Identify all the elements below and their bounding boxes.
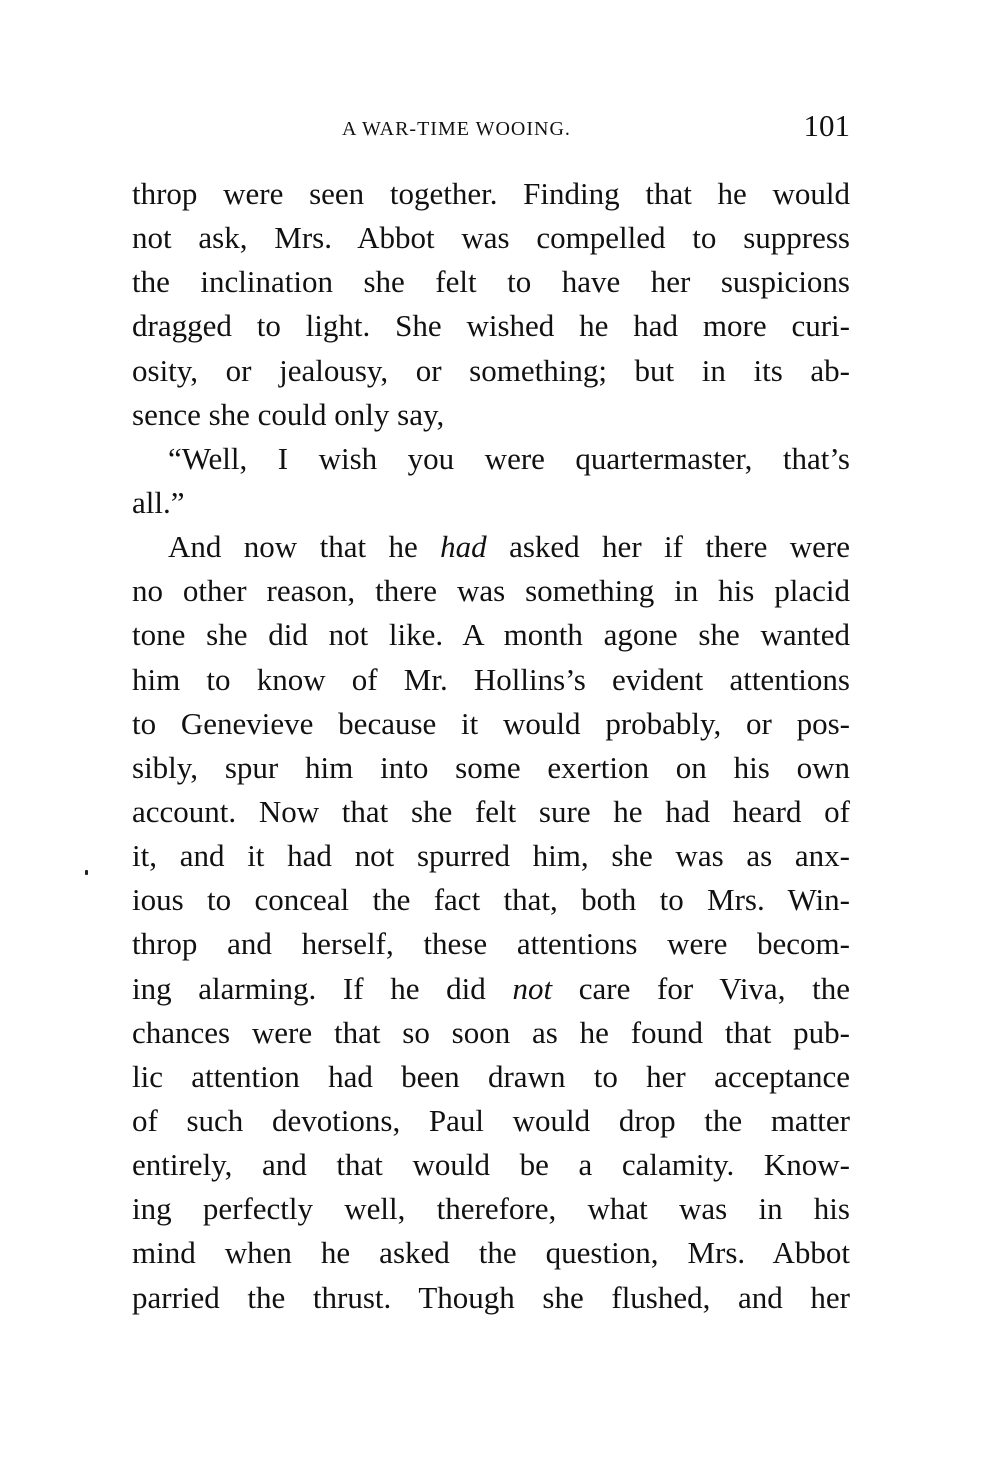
text-line: sibly, spur him into some exertion on his own <box>132 749 850 785</box>
page-header <box>132 108 850 148</box>
text-line: not ask, Mrs. Abbot was compelled to suppress <box>132 220 850 256</box>
italic-emphasis: not <box>512 970 553 1006</box>
text-run: care for Viva, the <box>552 970 850 1006</box>
text-line <box>132 525 850 569</box>
text-line: tone she did not like. A month agone she wanted <box>132 617 850 653</box>
text-line: parried the thrust. Though she flushed, and her <box>132 1279 850 1315</box>
running-title: A WAR-TIME WOOING. <box>342 118 571 140</box>
text-line: throp and herself, these attentions were becom- <box>132 926 850 962</box>
text-line: no other reason, there was something in his placid <box>132 573 850 609</box>
print-speck <box>85 870 88 875</box>
body-text <box>132 172 850 1320</box>
text-run: asked her if there were <box>486 529 850 565</box>
text-line: him to know of Mr. Hollins’s evident attentions <box>132 661 850 697</box>
text-line: the inclination she felt to have her suspicions <box>132 264 850 300</box>
text-line: “Well, I wish you were quartermaster, that’s <box>168 440 850 476</box>
text-line: chances were that so soon as he found that pub- <box>132 1014 850 1050</box>
text-line: to Genevieve because it would probably, or pos- <box>132 705 850 741</box>
text-line: lic attention had been drawn to her acceptance <box>132 1058 850 1094</box>
text-line: all.” <box>132 484 185 520</box>
italic-emphasis: had <box>440 529 487 565</box>
text-line: osity, or jealousy, or something; but in its ab- <box>132 352 850 388</box>
text-line <box>132 967 850 1011</box>
text-line: dragged to light. She wished he had more curi- <box>132 308 850 344</box>
text-line: it, and it had not spurred him, she was as anx- <box>132 838 850 874</box>
text-line: of such devotions, Paul would drop the matter <box>132 1102 850 1138</box>
page-number: 101 <box>803 108 850 143</box>
text-line: ious to conceal the fact that, both to Mrs. Win- <box>132 882 850 918</box>
text-line: mind when he asked the question, Mrs. Abbot <box>132 1235 850 1271</box>
text-run: And now that he <box>168 529 441 565</box>
text-line: sence she could only say, <box>132 396 445 432</box>
text-run: ing alarming. If he did <box>132 970 513 1006</box>
text-line: account. Now that she felt sure he had heard of <box>132 793 850 829</box>
text-line: entirely, and that would be a calamity. Know- <box>132 1147 850 1183</box>
text-line: throp were seen together. Finding that he would <box>132 176 850 211</box>
text-line: ing perfectly well, therefore, what was in his <box>132 1191 850 1227</box>
